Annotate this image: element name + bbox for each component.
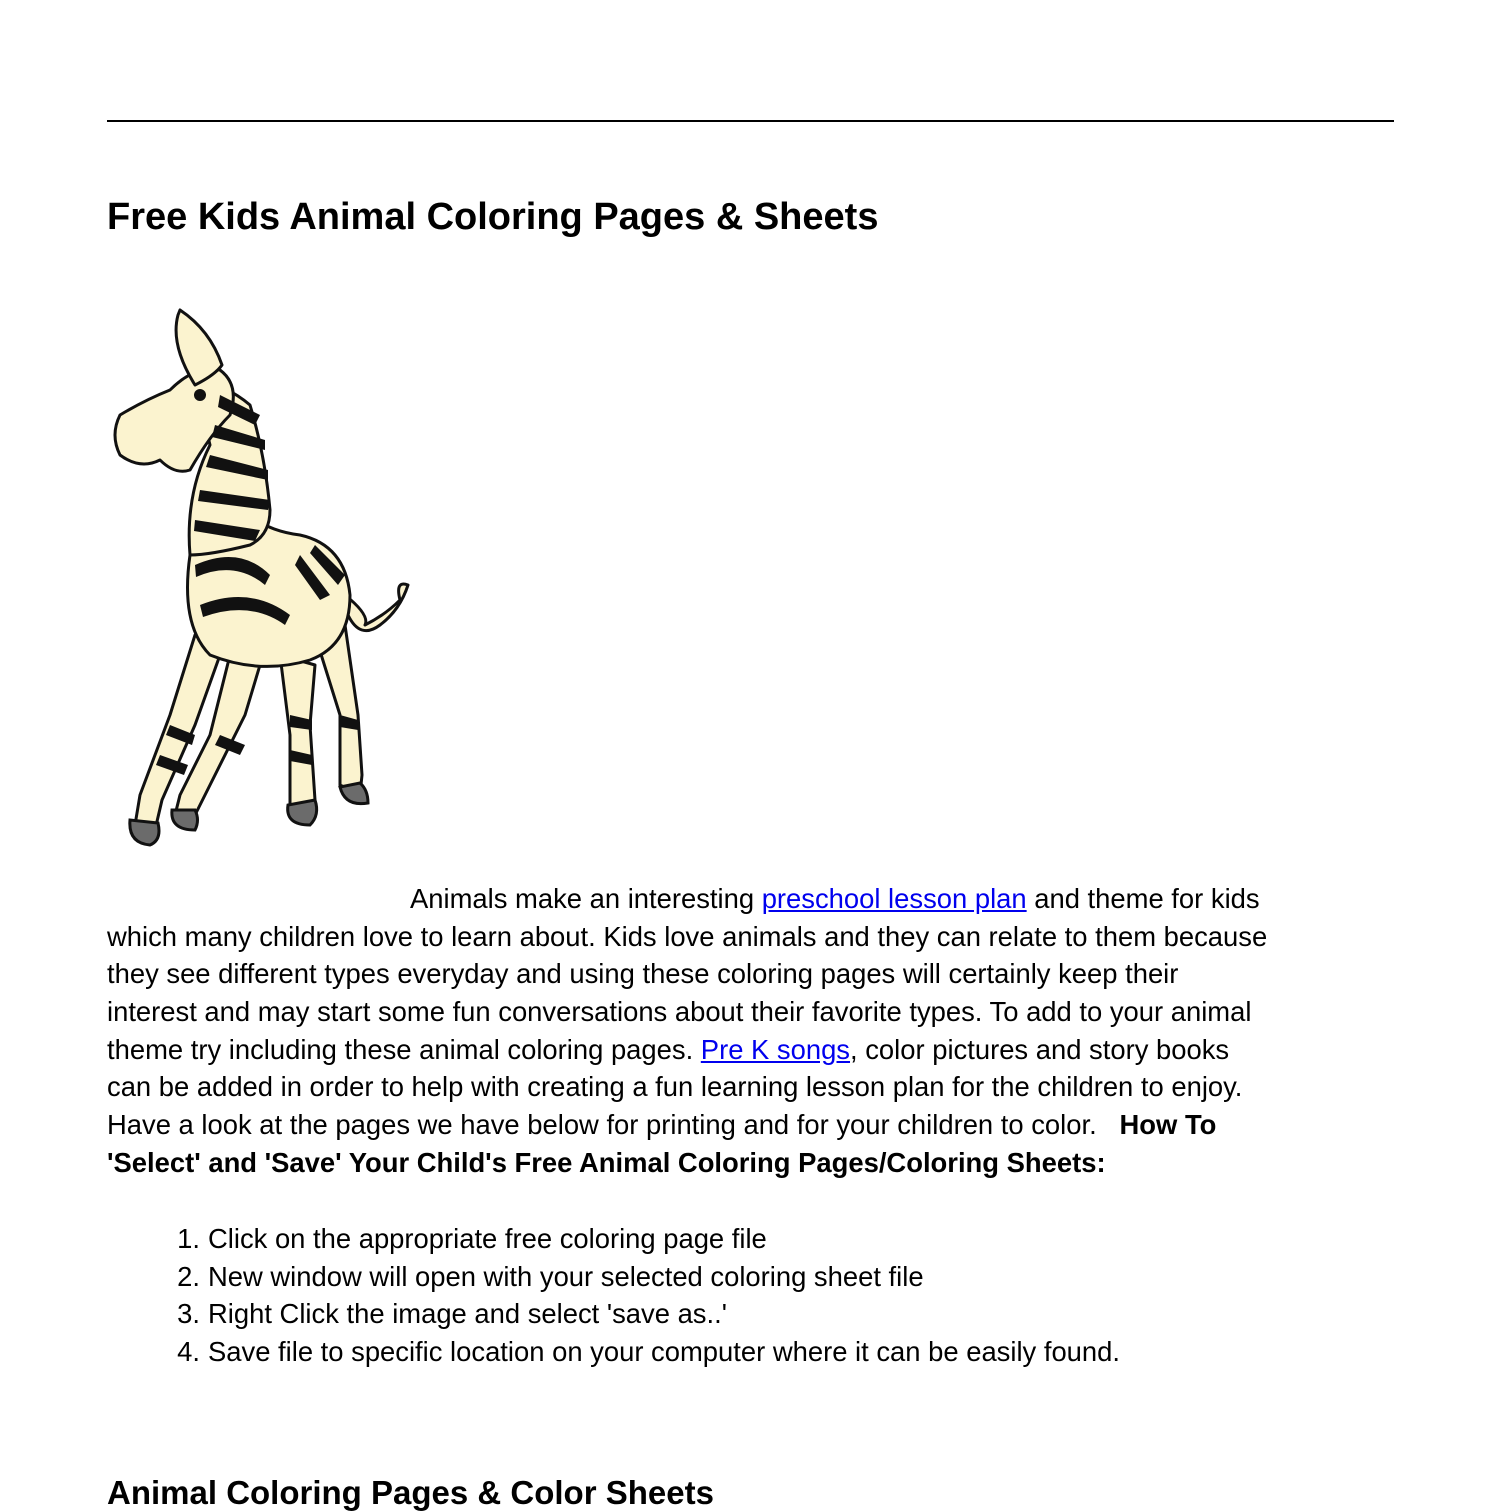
intro-line-7: [107, 1108, 1216, 1142]
section-heading: Animal Coloring Pages & Color Sheets: [107, 1474, 714, 1511]
intro-line-3: they see different types everyday and using these coloring pages will certainly keep their: [107, 958, 1179, 989]
how-to-heading: How To: [1119, 1109, 1217, 1140]
step-number: 4.: [177, 1336, 200, 1367]
zebra-illustration: [100, 295, 420, 865]
step-item: Click on the appropriate free coloring page file: [208, 1223, 767, 1254]
how-to-heading-cont: 'Select' and 'Save' Your Child's Free Animal Coloring Pages/Coloring Sheets:: [107, 1147, 1106, 1178]
header-rule: [107, 120, 1394, 122]
intro-line-4: interest and may start some fun conversations about their favorite types. To add to your animal: [107, 996, 1252, 1027]
text: Have a look at the pages we have below for printing and for your children to color.: [107, 1109, 1120, 1140]
intro-line-2: which many children love to learn about. Kids love animals and they can relate to them because: [107, 921, 1268, 952]
intro-line-1: [107, 882, 1260, 916]
step-item: New window will open with your selected coloring sheet file: [208, 1261, 924, 1292]
text: and theme for kids: [1026, 883, 1260, 914]
step-item: Save file to specific location on your computer where it can be easily found.: [208, 1336, 1120, 1367]
step-number: 1.: [177, 1223, 200, 1254]
hoof: [130, 820, 159, 845]
intro-line-5: [107, 1033, 1229, 1067]
text: , color pictures and story books: [850, 1034, 1230, 1065]
step-number: 2.: [177, 1261, 200, 1292]
text: theme try including these animal coloring pages.: [107, 1034, 701, 1065]
pre-k-songs-link[interactable]: Pre K songs: [700, 1034, 851, 1065]
preschool-lesson-plan-link[interactable]: preschool lesson plan: [761, 883, 1027, 914]
text: Animals make an interesting: [410, 883, 762, 914]
intro-line-6: can be added in order to help with creating a fun learning lesson plan for the children to enjoy.: [107, 1071, 1243, 1102]
step-item: Right Click the image and select 'save as..': [208, 1298, 727, 1329]
step-number: 3.: [177, 1298, 200, 1329]
page-title: Free Kids Animal Coloring Pages & Sheets: [107, 196, 879, 238]
